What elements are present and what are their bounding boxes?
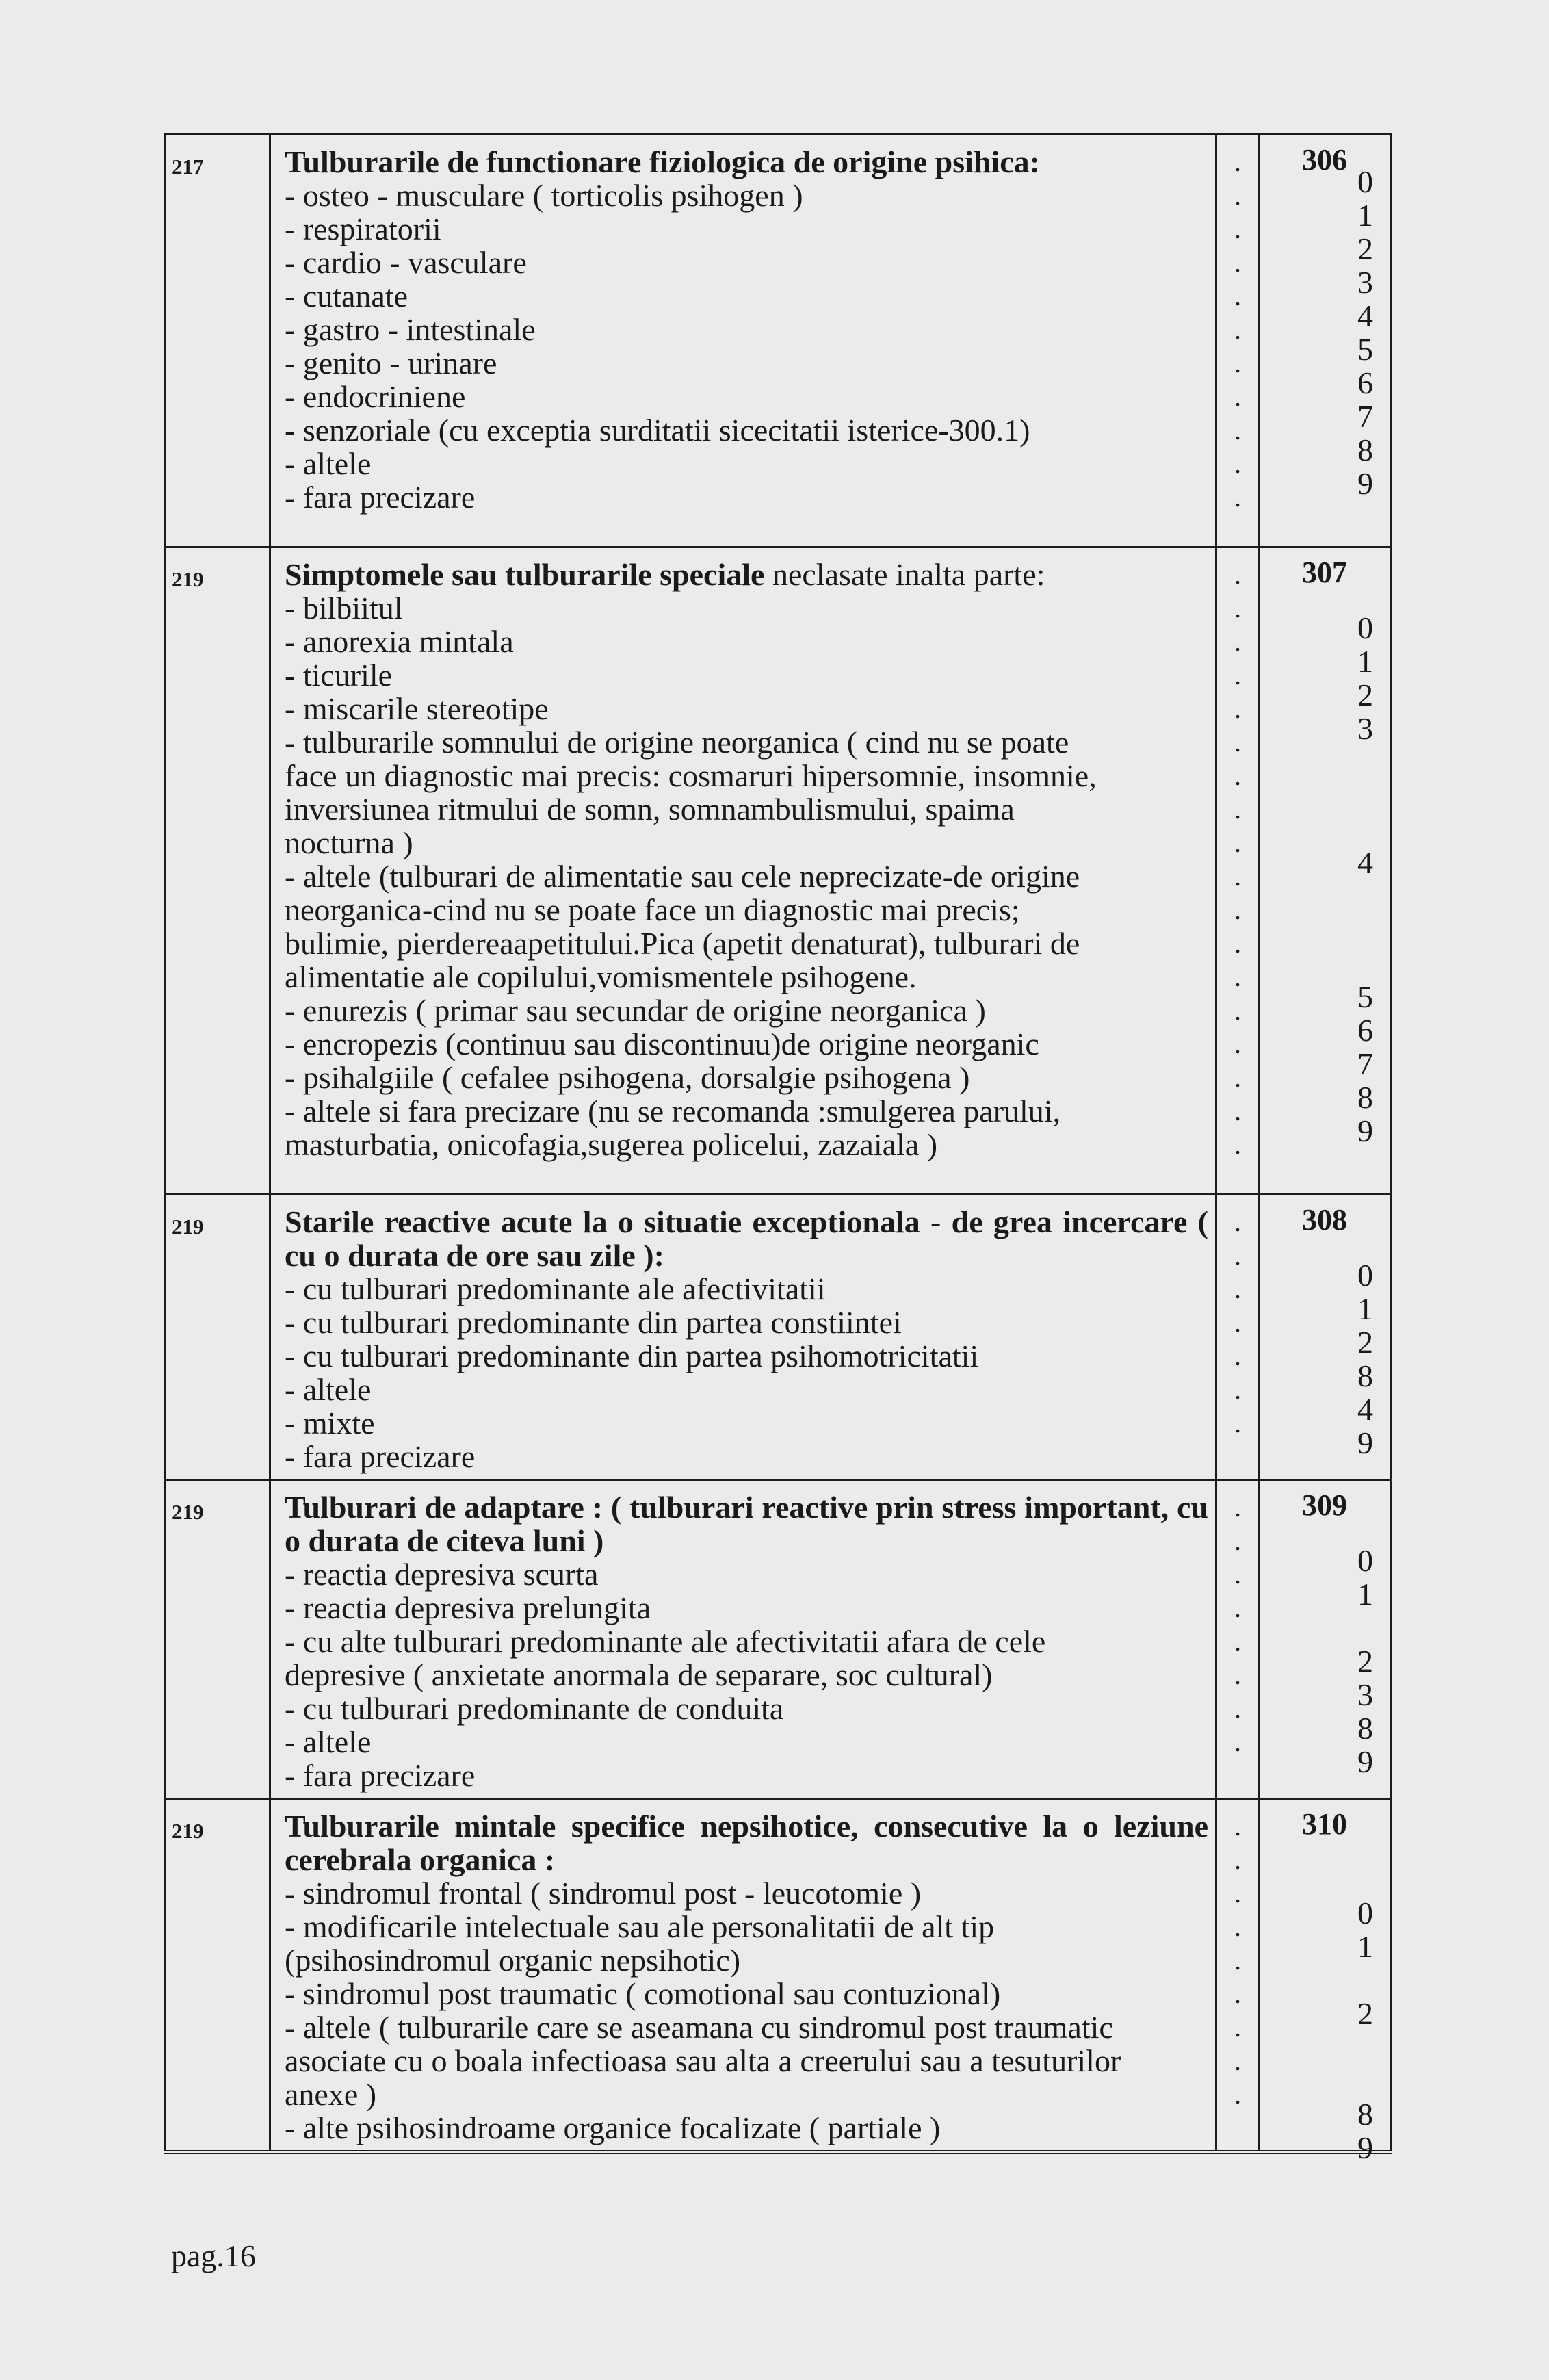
- list-item: - endocriniene: [285, 379, 466, 414]
- subcode: 6: [1357, 365, 1373, 400]
- subcode: 4: [1357, 298, 1373, 333]
- list-item: alimentatie ale copilului,vomismentele psihogene.: [285, 959, 917, 994]
- section-description: [270, 547, 1216, 1195]
- list-item: - modificarile intelectuale sau ale personalitatii de alt tip: [285, 1909, 995, 1944]
- subcode: 1: [1357, 1291, 1373, 1326]
- code-column: [1259, 1195, 1391, 1480]
- subcode: 9: [1357, 466, 1373, 501]
- dot-leaders: . . . . . . . . . . .: [1234, 146, 1241, 513]
- subcode: 9: [1357, 2130, 1373, 2165]
- subcode: 9: [1357, 1744, 1373, 1779]
- subcode: 2: [1357, 677, 1373, 712]
- section-title: Tulburarile mintale specifice nepsihotice, consecutive la o leziune cerebrala organica :: [285, 1809, 1208, 1877]
- section-number: 219: [172, 1819, 204, 1843]
- list-item: - senzoriale (cu exceptia surditatii sicecitatii isterice-300.1): [285, 413, 1030, 448]
- subcode: 3: [1357, 265, 1373, 300]
- subcode: 9: [1357, 1425, 1373, 1460]
- list-item: - cu tulburari predominante din partea constiintei: [285, 1305, 902, 1340]
- list-item: - psihalgiile ( cefalee psihogena, dorsalgie psihogena ): [285, 1060, 970, 1095]
- section-description: [270, 1799, 1216, 2153]
- subcode: 7: [1357, 399, 1373, 434]
- list-item: face un diagnostic mai precis: cosmaruri hipersomnie, insomnie,: [285, 758, 1097, 793]
- dot-leaders: . . . . . . . . . . . . . . . . . .: [1234, 559, 1241, 1160]
- subcode: 4: [1357, 845, 1373, 880]
- dot-leader-column: [1216, 135, 1260, 547]
- table-row: [166, 547, 1391, 1195]
- subcode: 1: [1357, 1577, 1373, 1612]
- list-item: - sindromul post traumatic ( comotional sau contuzional): [285, 1976, 1001, 2011]
- code-column: [1259, 135, 1391, 547]
- dot-leader-column: [1216, 1195, 1260, 1480]
- subcode: 3: [1357, 711, 1373, 746]
- table-row: [166, 135, 1391, 547]
- subcode: 5: [1357, 979, 1373, 1014]
- list-item: - genito - urinare: [285, 346, 497, 380]
- list-item: neorganica-cind nu se poate face un diagnostic mai precis;: [285, 892, 1020, 927]
- table-row: [166, 1195, 1391, 1480]
- list-item: - cutanate: [285, 279, 408, 313]
- section-title-line: [285, 1490, 1208, 1557]
- section-title-line: [285, 1809, 1208, 1876]
- subcode: 0: [1357, 610, 1373, 645]
- list-item: - cu tulburari predominante din partea psihomotricitatii: [285, 1338, 979, 1373]
- list-item: - bilbiitul: [285, 591, 403, 625]
- list-item: - sindromul frontal ( sindromul post - leucotomie ): [285, 1876, 922, 1911]
- list-item: inversiunea ritmului de somn, somnambulismului, spaima: [285, 792, 1015, 827]
- section-title-tail: neclasate inalta parte:: [764, 557, 1045, 592]
- list-item: - encropezis (continuu sau discontinuu)de origine neorganic: [285, 1026, 1039, 1061]
- dot-leader-column: [1216, 547, 1260, 1195]
- subcode: 1: [1357, 1929, 1373, 1964]
- section-number: 219: [172, 567, 204, 591]
- list-item: - altele: [285, 446, 372, 481]
- section-cell-number: [166, 1195, 270, 1480]
- code-column: [1259, 547, 1391, 1195]
- section-code: 308: [1302, 1203, 1347, 1237]
- subcode: 6: [1357, 1013, 1373, 1048]
- list-item: asociate cu o boala infectioasa sau alta a creerului sau a tesuturilor: [285, 2043, 1121, 2078]
- dot-leaders: . . . . . . .: [1234, 1206, 1241, 1438]
- list-item: - cu tulburari predominante de conduita: [285, 1691, 784, 1726]
- subcode: 0: [1357, 1258, 1373, 1293]
- classification-table: [164, 133, 1392, 2165]
- list-item: - tulburarile somnului de origine neorganica ( cind nu se poate: [285, 725, 1069, 760]
- subcode: 4: [1357, 1392, 1373, 1427]
- section-description: [270, 135, 1216, 547]
- list-item: - fara precizare: [285, 1439, 476, 1474]
- section-code: 307: [1302, 556, 1347, 589]
- section-title: Tulburari de adaptare : ( tulburari reactive prin stress important, cu o durata de citeva luni ): [285, 1490, 1208, 1558]
- subcode: 2: [1357, 1996, 1373, 2031]
- section-number: 219: [172, 1215, 204, 1239]
- subcode: 0: [1357, 1543, 1373, 1578]
- section-title: Starile reactive acute la o situatie exceptionala - de grea incercare ( cu o durata de ore sau zile ):: [285, 1204, 1208, 1273]
- subcode: 7: [1357, 1046, 1373, 1081]
- list-item: anexe ): [285, 2077, 377, 2112]
- subcode: 8: [1357, 1711, 1373, 1746]
- section-cell-number: [166, 1480, 270, 1799]
- subcode: 8: [1357, 1358, 1373, 1393]
- list-item: - alte psihosindroame organice focalizate ( partiale ): [285, 2110, 941, 2145]
- list-item: - mixte: [285, 1406, 375, 1440]
- page-number: pag.16: [171, 2238, 256, 2273]
- dot-leaders: . . . . . . . .: [1234, 1492, 1241, 1757]
- section-title-line: [285, 145, 1208, 179]
- section-cell-number: [166, 547, 270, 1195]
- list-item: - altele ( tulburarile care se aseamana cu sindromul post traumatic: [285, 2010, 1113, 2045]
- list-item: - miscarile stereotipe: [285, 691, 549, 726]
- subcode: 8: [1357, 1080, 1373, 1115]
- list-item: nocturna ): [285, 825, 413, 860]
- section-title: Simptomele sau tulburarile speciale: [285, 557, 765, 592]
- table-row: [166, 1799, 1391, 2153]
- dot-leaders: . . . . . . . . .: [1234, 1811, 1241, 2110]
- subcode: 0: [1357, 1896, 1373, 1930]
- section-code: 306: [1302, 143, 1347, 177]
- section-cell-number: [166, 1799, 270, 2153]
- list-item: depresive ( anxietate anormala de separare, soc cultural): [285, 1657, 993, 1692]
- section-number: 217: [172, 155, 204, 179]
- list-item: - fara precizare: [285, 480, 476, 515]
- table-body: [166, 135, 1391, 2165]
- code-column: [1259, 1799, 1391, 2165]
- subcode: 2: [1357, 231, 1373, 266]
- list-item: - anorexia mintala: [285, 624, 514, 659]
- subcode: 2: [1357, 1325, 1373, 1360]
- list-item: - respiratorii: [285, 211, 441, 246]
- list-item: - cu tulburari predominante ale afectivitatii: [285, 1271, 826, 1306]
- dot-leader-column: [1216, 1480, 1260, 1799]
- list-item: (psihosindromul organic nepsihotic): [285, 1943, 741, 1978]
- list-item: - cu alte tulburari predominante ale afectivitatii afara de cele: [285, 1624, 1046, 1659]
- list-item: - altele: [285, 1724, 372, 1759]
- code-column: [1259, 1480, 1391, 1799]
- subcode: 1: [1357, 644, 1373, 679]
- list-item: - fara precizare: [285, 1758, 476, 1793]
- section-code: 309: [1302, 1488, 1347, 1522]
- subcode: 5: [1357, 332, 1373, 367]
- section-number: 219: [172, 1500, 204, 1524]
- section-code: 310: [1302, 1807, 1347, 1841]
- list-item: - altele (tulburari de alimentatie sau cele neprecizate-de origine: [285, 859, 1080, 894]
- subcode: 8: [1357, 432, 1373, 467]
- list-item: - ticurile: [285, 658, 393, 693]
- list-item: - reactia depresiva scurta: [285, 1557, 599, 1592]
- subcode: 1: [1357, 198, 1373, 233]
- list-item: - gastro - intestinale: [285, 312, 536, 347]
- list-item: bulimie, pierdereaapetitului.Pica (apetit denaturat), tulburari de: [285, 926, 1080, 961]
- list-item: masturbatia, onicofagia,sugerea policelui, zazaiala ): [285, 1127, 938, 1162]
- list-item: - altele: [285, 1372, 372, 1407]
- subcode: 2: [1357, 1644, 1373, 1679]
- subcode: 8: [1357, 2097, 1373, 2132]
- list-item: - osteo - musculare ( torticolis psihogen ): [285, 178, 803, 213]
- list-item: - reactia depresiva prelungita: [285, 1590, 651, 1625]
- subcode: 9: [1357, 1113, 1373, 1148]
- list-item: - cardio - vasculare: [285, 245, 527, 280]
- section-title: Tulburarile de functionare fiziologica de origine psihica:: [285, 144, 1040, 179]
- list-item: - enurezis ( primar sau secundar de origine neorganica ): [285, 993, 986, 1028]
- section-description: [270, 1195, 1216, 1480]
- section-description: [270, 1480, 1216, 1799]
- table-row: [166, 1480, 1391, 1799]
- list-item: - altele si fara precizare (nu se recomanda :smulgerea parului,: [285, 1094, 1061, 1128]
- section-title-line: [285, 1205, 1208, 1272]
- section-cell-number: [166, 135, 270, 547]
- subcode: 3: [1357, 1677, 1373, 1712]
- section-title-line: [285, 558, 1208, 591]
- dot-leader-column: [1216, 1799, 1260, 2153]
- subcode: 0: [1357, 164, 1373, 199]
